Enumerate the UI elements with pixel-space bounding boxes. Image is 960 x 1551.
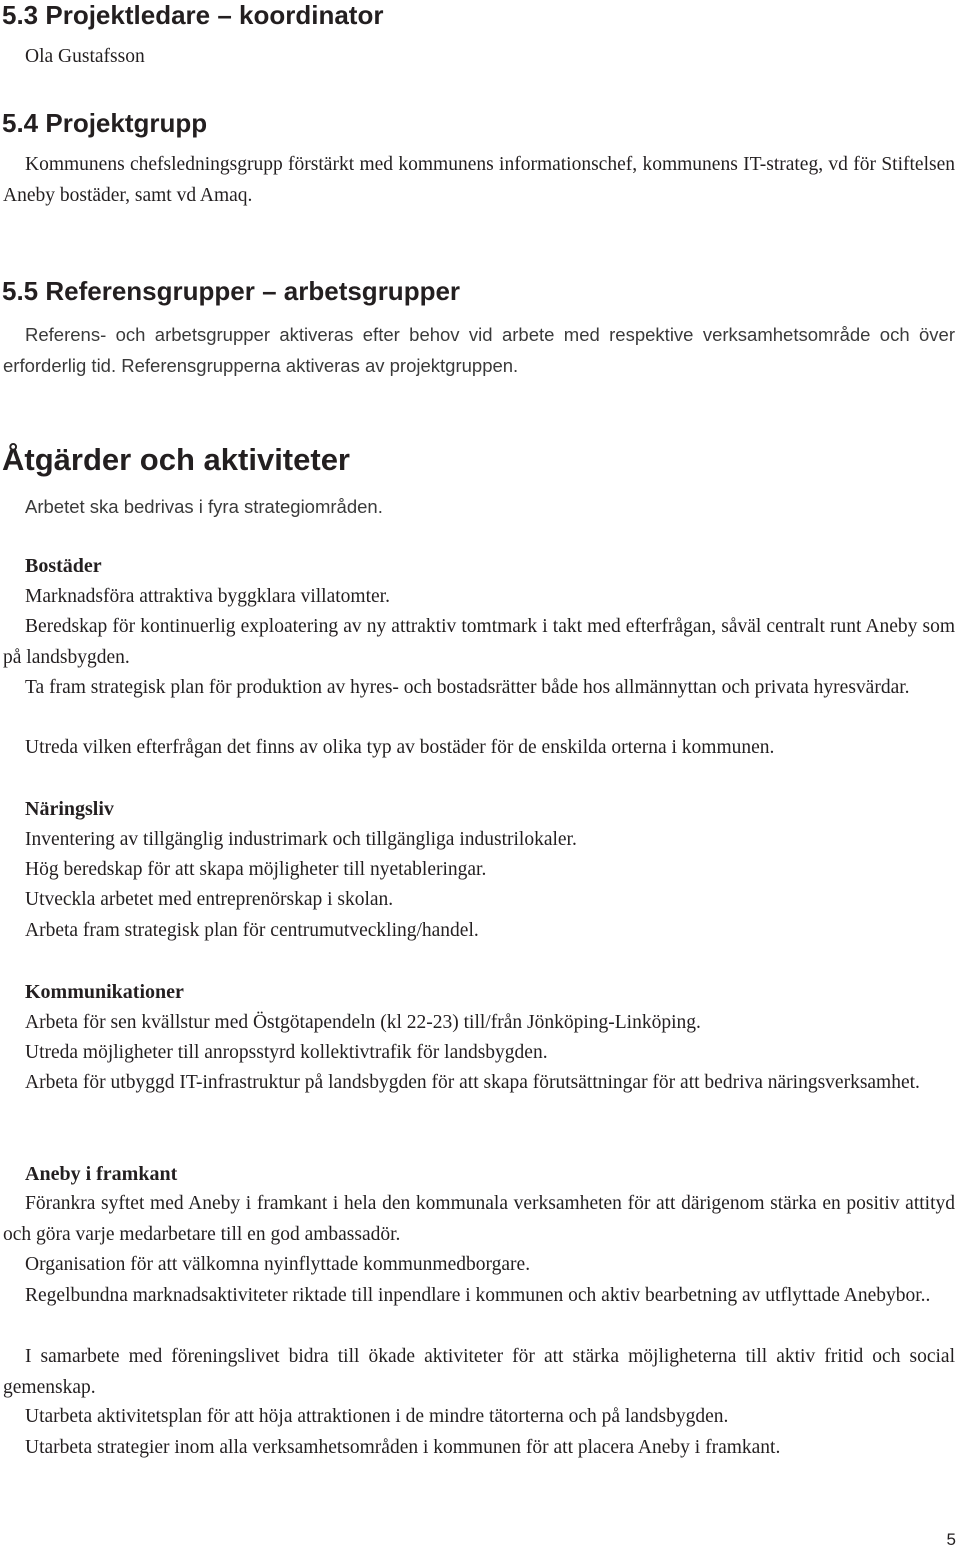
- coordinator-name: Ola Gustafsson: [25, 46, 145, 67]
- list-item: Hög beredskap för att skapa möjligheter till nyetableringar.: [25, 859, 487, 880]
- list-item: Arbeta för sen kvällstur med Östgötapendeln (kl 22-23) till/från Jönköping-Linköping.: [25, 1012, 701, 1033]
- subheading-bostader: Bostäder: [25, 555, 102, 577]
- actions-intro: Arbetet ska bedrivas i fyra strategiområden.: [25, 496, 383, 517]
- list-item: Marknadsföra attraktiva byggklara villatomter.: [25, 586, 390, 607]
- page-number: 5: [946, 1530, 956, 1549]
- list-item: Utreda vilken efterfrågan det finns av olika typ av bostäder för de enskilda orterna i kommunen.: [25, 737, 775, 758]
- actions-heading: Åtgärder och aktiviteter: [2, 442, 350, 477]
- project-group-paragraph: Kommunens chefsledningsgrupp förstärkt med kommunens informationschef, kommunens IT-strateg, vd för Stiftelsen Aneby bostäder, samt vd Amaq.: [3, 154, 955, 206]
- subheading-naringsliv: Näringsliv: [25, 798, 114, 820]
- list-item: Arbeta fram strategisk plan för centrumutveckling/handel.: [25, 920, 479, 941]
- list-item: Inventering av tillgänglig industrimark och tillgängliga industrilokaler.: [25, 829, 577, 850]
- list-item: Arbeta för utbyggd IT-infrastruktur på landsbygden för att skapa förutsättningar för att bedriva näringsverksamhet.: [25, 1072, 920, 1093]
- section-heading-5-3: 5.3 Projektledare – koordinator: [2, 0, 384, 30]
- list-item: Organisation för att välkomna nyinflyttade kommunmedborgare.: [25, 1254, 531, 1275]
- section-heading-5-5: 5.5 Referensgrupper – arbetsgrupper: [2, 276, 461, 306]
- list-item: Utreda möjligheter till anropsstyrd kollektivtrafik för landsbygden.: [25, 1042, 548, 1063]
- list-item: Ta fram strategisk plan för produktion av hyres- och bostadsrätter både hos allmännyttan och privata hyresvärdar.: [25, 677, 910, 698]
- list-item: Förankra syftet med Aneby i framkant i hela den kommunala verksamheten för att därigenom stärka en positiv attityd och göra varje medarbetare till en god ambassadör.: [3, 1193, 955, 1245]
- subheading-kommunikationer: Kommunikationer: [25, 981, 184, 1003]
- list-item: I samarbete med föreningslivet bidra till ökade aktiviteter för att stärka möjligheterna till aktiv fritid och social gemenskap.: [3, 1346, 955, 1398]
- list-item: Utarbeta aktivitetsplan för att höja attraktionen i de mindre tätorterna och på landsbygden.: [25, 1406, 729, 1427]
- section-heading-5-4: 5.4 Projektgrupp: [2, 108, 208, 138]
- list-item: Beredskap för kontinuerlig exploatering av ny attraktiv tomtmark i takt med efterfrågan, såväl centralt runt Aneby som på landsbygden.: [3, 616, 955, 668]
- subheading-aneby-i-framkant: Aneby i framkant: [25, 1163, 178, 1185]
- list-item: Utveckla arbetet med entreprenörskap i skolan.: [25, 889, 394, 910]
- list-item: Regelbundna marknadsaktiviteter riktade till inpendlare i kommunen och aktiv bearbetning av utflyttade Anebybor..: [25, 1285, 931, 1306]
- list-item: Utarbeta strategier inom alla verksamhetsområden i kommunen för att placera Aneby i framkant.: [25, 1437, 781, 1458]
- reference-groups-paragraph: Referens- och arbetsgrupper aktiveras efter behov vid arbete med respektive verksamhetsområde och över erforderlig tid. Referensgrupperna aktiveras av projektgruppen.: [3, 324, 955, 376]
